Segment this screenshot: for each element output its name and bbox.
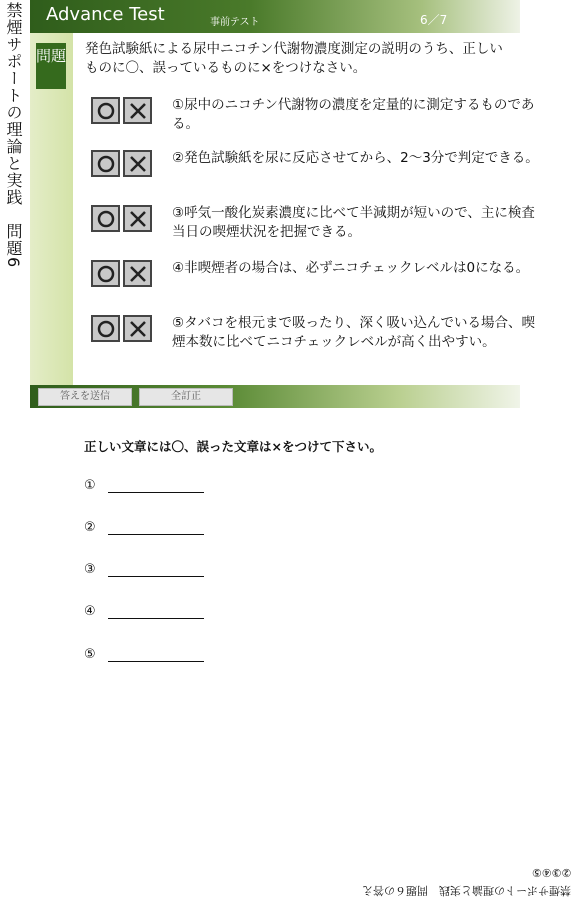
cross-button[interactable] xyxy=(123,205,152,232)
cross-button[interactable] xyxy=(123,315,152,342)
answer-line-4 xyxy=(84,604,96,619)
answer-line-3 xyxy=(84,562,96,577)
circle-icon xyxy=(96,319,116,339)
page-indicator: 6／7 xyxy=(420,13,448,27)
answer-line-1 xyxy=(84,478,96,493)
cross-button[interactable] xyxy=(123,150,152,177)
footer-answer-title: 禁煙サポートの理論と実践 問題６の答え xyxy=(362,884,571,897)
cross-button[interactable] xyxy=(123,260,152,287)
cross-icon xyxy=(128,154,148,174)
answer-number: ③ xyxy=(84,562,96,577)
circle-button[interactable] xyxy=(91,315,120,342)
question-badge: 問題 xyxy=(36,43,66,89)
circle-button[interactable] xyxy=(91,260,120,287)
circle-button[interactable] xyxy=(91,97,120,124)
statement-text: ④非喫煙者の場合は、必ずニコチェックレベルは0になる。 xyxy=(172,260,530,276)
cross-icon xyxy=(128,319,148,339)
circle-button[interactable] xyxy=(91,205,120,232)
circle-icon xyxy=(96,154,116,174)
submit-answer-button[interactable]: 答えを送信 xyxy=(38,388,132,406)
footer-answers: ②③④⑤ xyxy=(531,866,571,879)
circle-icon xyxy=(96,264,116,284)
question-text: 発色試験紙による尿中ニコチン代謝物濃度測定の説明のうち、正しいものに〇、誤っているものに×をつけなさい。 xyxy=(85,41,503,76)
cross-icon xyxy=(128,101,148,121)
circle-button[interactable] xyxy=(91,150,120,177)
statement-text: ②発色試験紙を尿に反応させてから、2～3分で判定できる。 xyxy=(172,150,539,166)
instruction-text: 正しい文章には〇、誤った文章は×をつけて下さい。 xyxy=(84,439,382,454)
cross-icon xyxy=(128,209,148,229)
statement-text: ⑤タバコを根元まで吸ったり、深く吸い込んでいる場合、喫煙本数に比べてニコチェックレベルが高く出やすい。 xyxy=(172,315,535,350)
answer-number: ④ xyxy=(84,604,96,619)
answer-number: ② xyxy=(84,520,96,535)
cross-button[interactable] xyxy=(123,97,152,124)
answer-number: ⑤ xyxy=(84,647,96,662)
cross-icon xyxy=(128,264,148,284)
answer-line-5 xyxy=(84,647,96,662)
statement-text: ③呼気一酸化炭素濃度に比べて半減期が短いので、主に検査当日の喫煙状況を把握できる。 xyxy=(172,205,535,240)
statement-text: ①尿中のニコチン代謝物の濃度を定量的に測定するものである。 xyxy=(172,97,535,132)
circle-icon xyxy=(96,101,116,121)
answer-number: ① xyxy=(84,478,96,493)
side-title: 禁煙サポートの理論と実践 問題6 xyxy=(4,2,23,269)
app-title: Advance Test xyxy=(46,4,165,25)
clear-all-button[interactable]: 全訂正 xyxy=(139,388,233,406)
answer-line-2 xyxy=(84,520,96,535)
circle-icon xyxy=(96,209,116,229)
header-subtitle: 事前テスト xyxy=(210,17,260,28)
